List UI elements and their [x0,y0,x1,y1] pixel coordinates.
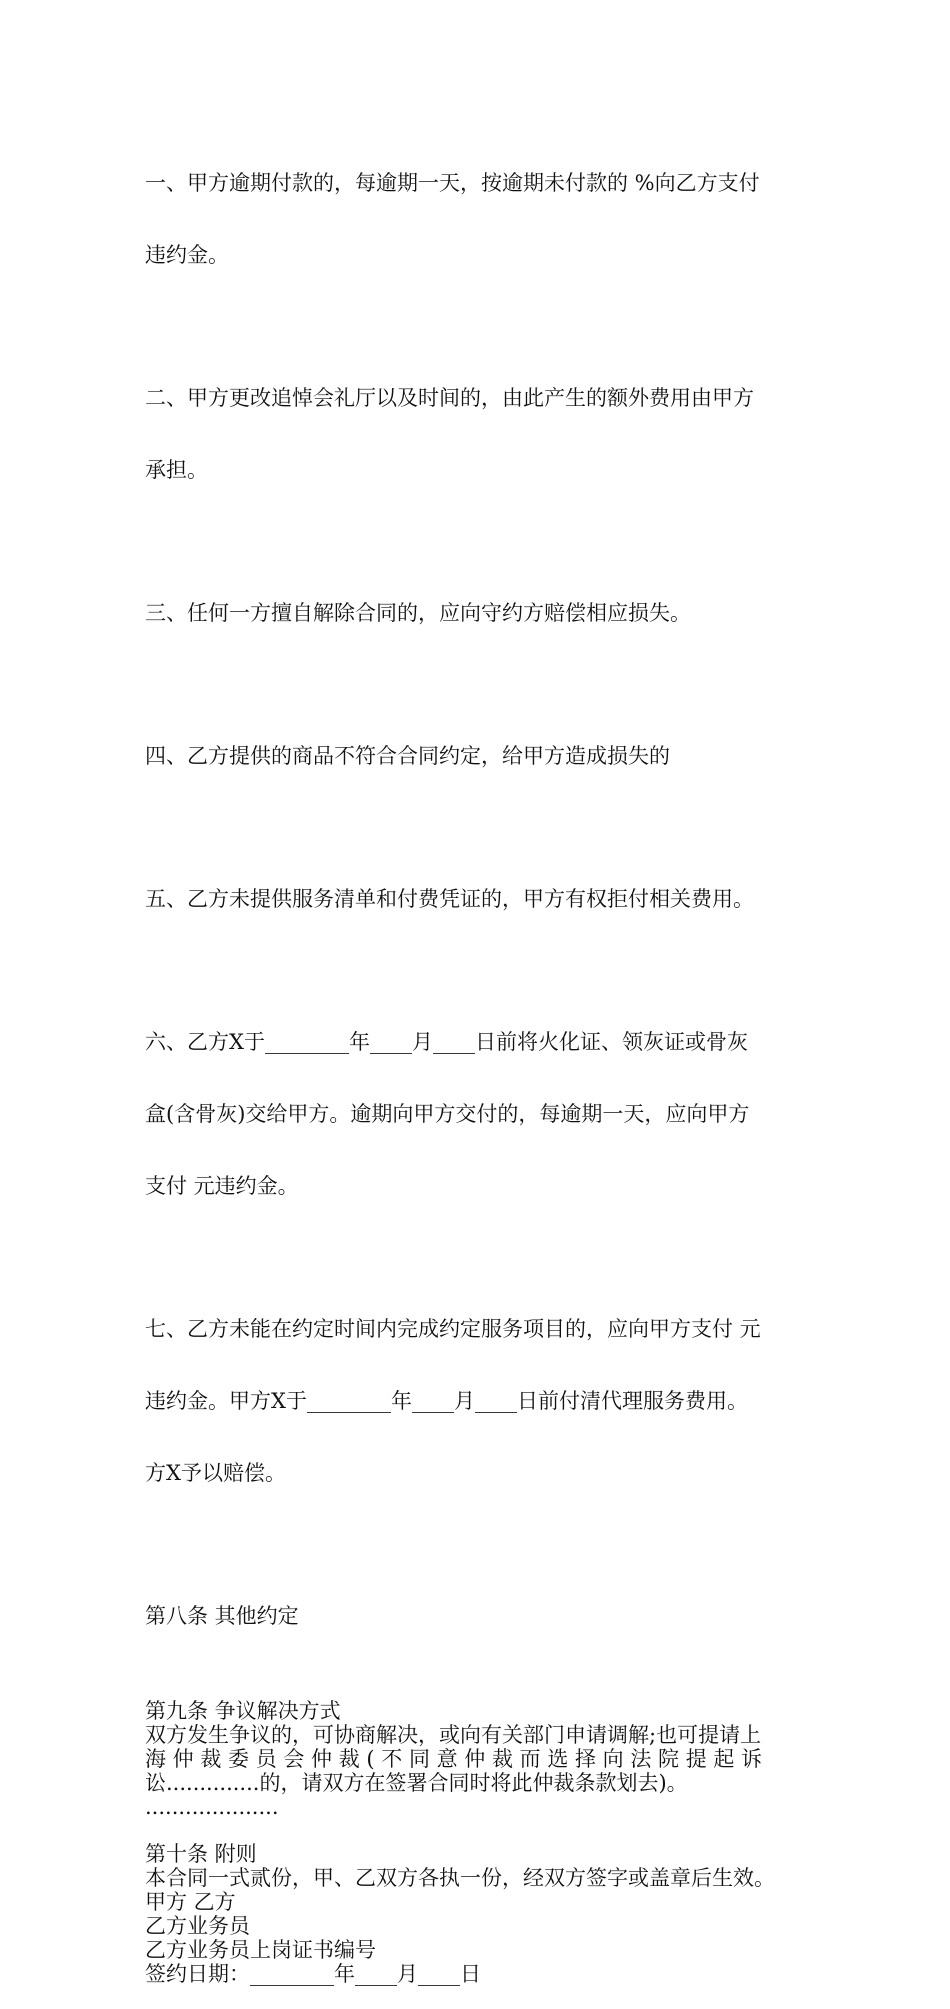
clause-7-line-3: 方X予以赔偿。 [145,1461,286,1485]
article-9-line-3: 讼..............的，请双方在签署合同时将此仲裁条款划去)。 [145,1771,688,1795]
party-b-agent: 乙方业务员 [145,1914,250,1938]
article-10-title: 第十条 附则 [145,1842,257,1866]
clause-5 [145,839,807,959]
clause-6-line-1: 六、乙方X于________年____月____日前将火化证、领灰证或骨灰 [145,1030,748,1054]
clause-2 [145,338,807,530]
clause-3 [145,553,807,673]
article-8 [145,1556,807,1676]
clause-1-line-1: 一、甲方逾期付款的，每逾期一天，按逾期未付款的 %向乙方支付 [145,171,760,195]
clause-7 [145,1269,807,1533]
clause-4-line-1: 四、乙方提供的商品不符合合同约定，给甲方造成损失的 [145,744,670,768]
party-signatures: 甲方 乙方 [145,1890,236,1914]
clause-4 [145,696,807,816]
contract-body [145,123,807,2009]
article-9 [145,1699,807,1819]
clause-7-line-2: 违约金。甲方X于________年____月____日前付清代理服务费用。 [145,1389,748,1413]
clause-1-line-2: 违约金。 [145,243,229,267]
clause-2-line-1: 二、甲方更改追悼会礼厅以及时间的，由此产生的额外费用由甲方 [145,386,754,410]
article-9-line-4: .................... [145,1795,279,1819]
clause-3-line-1: 三、任何一方擅自解除合同的，应向守约方赔偿相应损失。 [145,601,691,625]
clause-5-line-1: 五、乙方未提供服务清单和付费凭证的，甲方有权拒付相关费用。 [145,887,754,911]
article-8-title: 第八条 其他约定 [145,1604,299,1628]
clause-7-line-1: 七、乙方未能在约定时间内完成约定服务项目的，应向甲方支付 元 [145,1317,761,1341]
party-b-agent-cert-number: 乙方业务员上岗证书编号 [145,1938,376,1962]
article-9-title: 第九条 争议解决方式 [145,1699,341,1723]
article-10 [145,1842,807,1986]
clause-6-line-2: 盒(含骨灰)交给甲方。逾期向甲方交付的，每逾期一天，应向甲方 [145,1102,750,1126]
signing-date: 签约日期：________年____月____日 [145,1962,481,1986]
clause-6-line-3: 支付 元违约金。 [145,1174,299,1198]
article-9-line-1: 双方发生争议的，可协商解决，或向有关部门申请调解;也可提请上 [145,1723,762,1747]
clause-1 [145,123,807,315]
article-10-line-1: 本合同一式贰份，甲、乙双方各执一份，经双方签字或盖章后生效。 [145,1866,775,1890]
article-9-line-2: 海 仲 裁 委 员 会 仲 裁 ( 不 同 意 仲 裁 而 选 择 向 法 院 提 起 诉 [145,1747,763,1771]
clause-2-line-2: 承担。 [145,458,208,482]
clause-6 [145,982,807,1246]
